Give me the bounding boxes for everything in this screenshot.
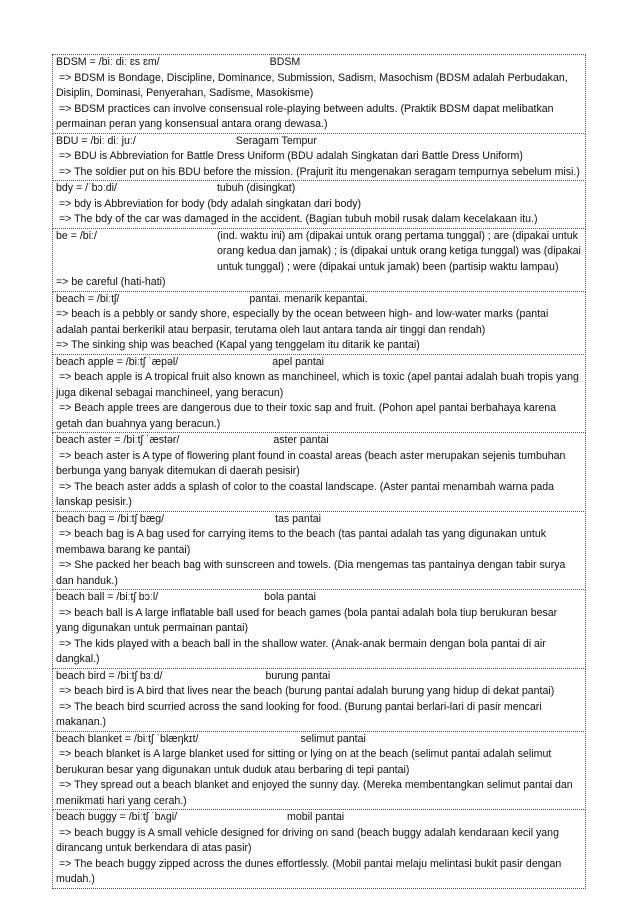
entry-term: bdy = /ˈbɔːdi/ [56, 182, 117, 194]
entry-line: => The beach bird scurried across the sand looking for food. (Burung pantai berlari-lari di pasir mencari makanan.) [56, 700, 545, 728]
entry-headword-line [56, 292, 583, 308]
entry-headword-line [56, 229, 583, 276]
entry-term: beach apple = /biːtʃ ˈæpəl/ [56, 355, 179, 368]
entry-translation: pantai. menarik kepantai. [249, 292, 368, 305]
dictionary-entry [52, 809, 586, 889]
entry-headword-line [56, 512, 583, 528]
dictionary-entry [52, 228, 586, 292]
entry-line: => beach buggy is A small vehicle designed for driving on sand (beach buggy adalah kendaraan kecil yang dirancang untuk berkendara di atas pasir) [56, 826, 562, 854]
entry-line: => beach bird is A bird that lives near the beach (burung pantai adalah burung yang hidup di dekat pantai) [56, 685, 555, 697]
dictionary-entry [52, 180, 586, 229]
entry-translation: burung pantai [265, 669, 331, 682]
entry-line: => The sinking ship was beached (Kapal yang tenggelam itu ditarik ke pantai) [56, 339, 420, 351]
entry-translation: BDSM [269, 56, 301, 68]
entry-line: => She packed her beach bag with sunscreen and towels. (Dia mengemas tas pantainya dengan tabir surya dan handuk.) [56, 559, 569, 587]
entry-headword-line [56, 732, 583, 748]
entry-term: beach = /biːtʃ/ [56, 292, 120, 305]
entry-headword-line [56, 55, 583, 71]
entry-headword-line [56, 355, 583, 371]
entry-line: => beach bag is A bag used for carrying items to the beach (tas pantai adalah tas yang digunakan untuk membawa barang ke pantai) [56, 528, 549, 556]
dictionary-entry [52, 668, 586, 732]
entry-headword-line [56, 181, 583, 197]
dictionary-entry [52, 731, 586, 811]
entry-line: => BDU is Abbreviation for Battle Dress Uniform (BDU adalah Singkatan dari Battle Dress Uniform) [56, 150, 523, 162]
entry-translation: bola pantai [264, 591, 317, 603]
entry-translation: (ind. waktu ini) am (dipakai untuk orang pertama tunggal) ; are (dipakai untuk orang kedua dan jamak) ; is (dipakai untuk orang ketiga tunggal) was (dipakai untuk tunggal) ; were (dipakai untuk jamak) been (partisip waktu lampau) [216, 229, 581, 273]
entry-translation: tubuh (disingkat) [216, 182, 296, 194]
entry-line: => The beach buggy zipped across the dunes effortlessly. (Mobil pantai melaju melintasi bukit pasir dengan mudah.) [56, 857, 565, 885]
entry-line: => Beach apple trees are dangerous due to their toxic sap and fruit. (Pohon apel pantai berbahaya karena getah dan buahnya yang beracun.) [56, 402, 559, 430]
entry-translation: apel pantai [272, 355, 325, 368]
entry-term: beach buggy = /biːtʃ ˈbʌgi/ [56, 811, 178, 823]
entry-headword-line [56, 810, 583, 826]
entry-term: beach aster = /biːtʃ ˈæstər/ [56, 434, 180, 446]
entry-translation: Seragam Tempur [235, 134, 317, 147]
entry-line: => bdy is Abbreviation for body (bdy adalah singkatan dari body) [56, 197, 362, 210]
dictionary-entry [52, 354, 586, 434]
dictionary-entry [52, 291, 586, 355]
entry-headword-line [56, 590, 583, 606]
dictionary-page [52, 55, 586, 889]
entry-line: => beach ball is A large inflatable ball used for beach games (bola pantai adalah bola tiup berukuran besar yang digunakan untuk permainan pantai) [56, 606, 561, 634]
entry-line: => BDSM is Bondage, Discipline, Dominance, Submission, Sadism, Masochism (BDSM adalah Perbudakan, Disiplin, Dominasi, Penyerahan, Sadisme, Masokisme) [56, 71, 571, 99]
entry-line: => The beach aster adds a splash of color to the coastal landscape. (Aster pantai menambah warna pada lanskap pesisir.) [56, 480, 557, 508]
entry-term: beach blanket = /biːtʃ ˈblæŋkɪt/ [56, 732, 199, 745]
entry-headword-line [56, 669, 583, 685]
entry-translation: selimut pantai [300, 732, 366, 745]
dictionary-entry [52, 511, 586, 591]
entry-line: => beach aster is A type of flowering plant found in coastal areas (beach aster merupakan sejenis tumbuhan berbunga yang banyak ditemukan di daerah pesisir) [56, 449, 569, 477]
entry-translation: mobil pantai [287, 811, 345, 823]
entry-term: beach bird = /biːtʃ bɜːd/ [56, 669, 163, 682]
entry-headword-line [56, 134, 583, 150]
dictionary-entry [52, 589, 586, 669]
entry-term: beach bag = /biːtʃ bæg/ [56, 512, 165, 525]
entry-line: => The bdy of the car was damaged in the accident. (Bagian tubuh mobil rusak dalam kecelakaan itu.) [56, 213, 538, 225]
dictionary-entry [52, 432, 586, 512]
entry-term: be = /biː/ [56, 229, 97, 242]
entry-line: => be careful (hati-hati) [56, 276, 166, 288]
entry-line: => beach is a pebbly or sandy shore, especially by the ocean between high- and low-water marks (pantai adalah pantai berkerikil atau berpasir, terutama oleh laut antara tanda air tinggi dan rendah) [56, 308, 552, 336]
entry-term: beach ball = /biːtʃ bɔːl/ [56, 591, 159, 603]
dictionary-entry [52, 54, 586, 134]
entry-headword-line [56, 433, 583, 449]
entry-line: => The kids played with a beach ball in the shallow water. (Anak-anak bermain dengan bola pantai di air dangkal.) [56, 637, 549, 665]
dictionary-entry [52, 133, 586, 182]
entry-line: => The soldier put on his BDU before the mission. (Prajurit itu mengenakan seragam tempurnya sebelum misi.) [56, 165, 580, 178]
entry-line: => They spread out a beach blanket and enjoyed the sunny day. (Mereka membentangkan selimut pantai dan menikmati hari yang cerah.) [56, 779, 576, 807]
entry-term: BDU = /biː diː juː/ [56, 134, 136, 147]
entry-translation: aster pantai [273, 434, 329, 446]
entry-line: => beach apple is A tropical fruit also known as manchineel, which is toxic (apel pantai adalah buah tropis yang juga dikenal sebagai manchineel, yang beracun) [56, 371, 582, 399]
entry-line: => beach blanket is A large blanket used for sitting or lying on at the beach (selimut pantai adalah selimut berukuran besar yang digunakan untuk duduk atau berbaring di tepi pantai) [56, 748, 555, 776]
entry-term: BDSM = /biː diː ɛs ɛm/ [56, 56, 160, 68]
entry-line: => BDSM practices can involve consensual role-playing between adults. (Praktik BDSM dapat melibatkan permainan peran yang konsensual antara orang dewasa.) [56, 102, 557, 130]
entry-translation: tas pantai [275, 512, 322, 525]
